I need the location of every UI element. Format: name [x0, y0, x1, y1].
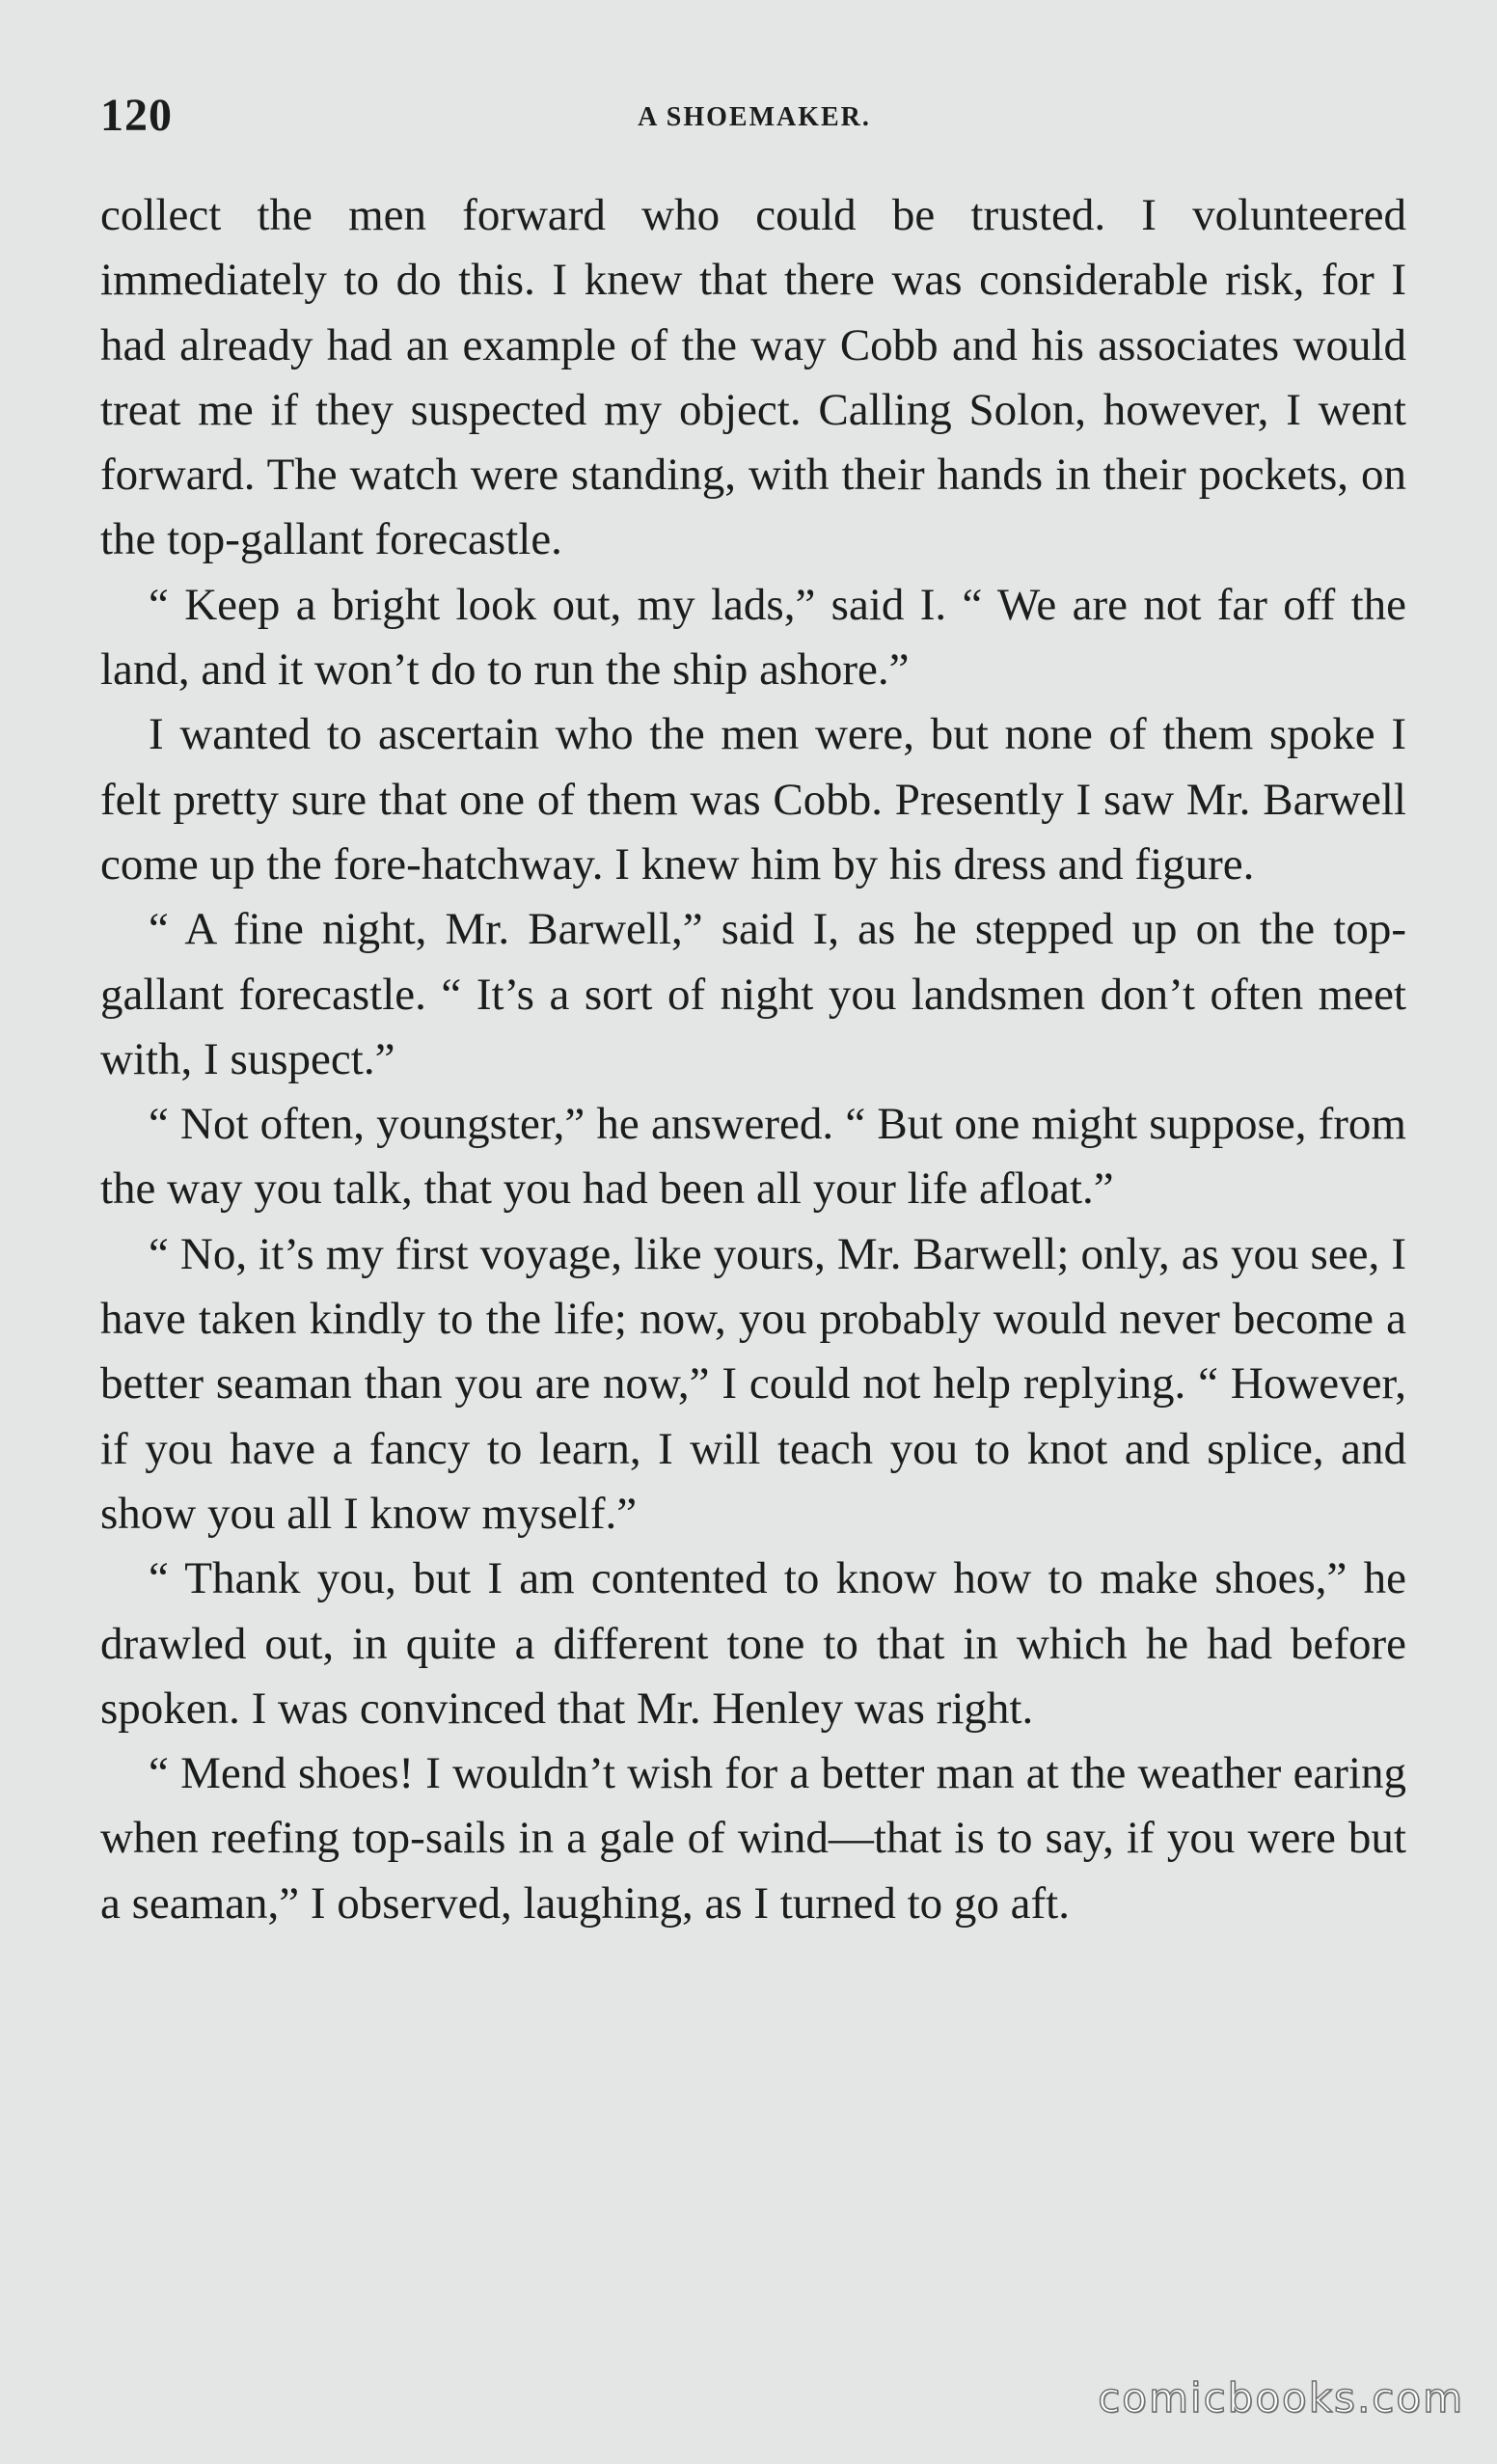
- paragraph: “ Mend shoes! I wouldn’t wish for a better man at the weather earing when reefing top-sails in a gale of wind—that is to say, if you were but a seaman,” I observed, laughing, as I turned to go aft.: [100, 1748, 1406, 1929]
- watermark: comicbooks.com: [1098, 2374, 1464, 2422]
- running-title: A SHOEMAKER.: [638, 102, 871, 132]
- paragraph: “ Not often, youngster,” he answered. “ But one might suppose, from the way you talk, that you had been all your life afloat.”: [100, 1099, 1406, 1215]
- page-header: [100, 89, 1408, 151]
- paragraph: “ A fine night, Mr. Barwell,” said I, as he stepped up on the top-gallant forecastle. “ It’s a sort of night you landsmen don’t often meet with, I suspect.”: [100, 904, 1406, 1084]
- paragraph: “ Keep a bright look out, my lads,” said I. “ We are not far off the land, and it won’t do to run the ship ashore.”: [100, 579, 1406, 696]
- page-number: 120: [100, 90, 173, 141]
- paragraph: “ Thank you, but I am contented to know how to make shoes,” he drawled out, in quite a different tone to that in which he had before spoken. I was convinced that Mr. Henley was right.: [100, 1553, 1406, 1734]
- paragraph: “ No, it’s my first voyage, like yours, Mr. Barwell; only, as you see, I have taken kindly to the life; now, you probably would never become a better seaman than you are now,” I could not help replying. “ However, if you have a fancy to learn, I will teach you to knot and splice, and show you all I know myself.”: [100, 1228, 1406, 1539]
- body-text: [100, 183, 1406, 1936]
- paragraph: I wanted to ascertain who the men were, but none of them spoke I felt pretty sure that one of them was Cobb. Presently I saw Mr. Barwell come up the fore-hatchway. I knew him by his dress and figure.: [100, 709, 1406, 890]
- paragraph: collect the men forward who could be trusted. I volunteered immediately to do this. I knew that there was considerable risk, for I had already had an example of the way Cobb and his associates would treat me if they suspected my object. Calling Solon, however, I went forward. The watch were standing, with their hands in their pockets, on the top-gallant forecastle.: [100, 190, 1406, 565]
